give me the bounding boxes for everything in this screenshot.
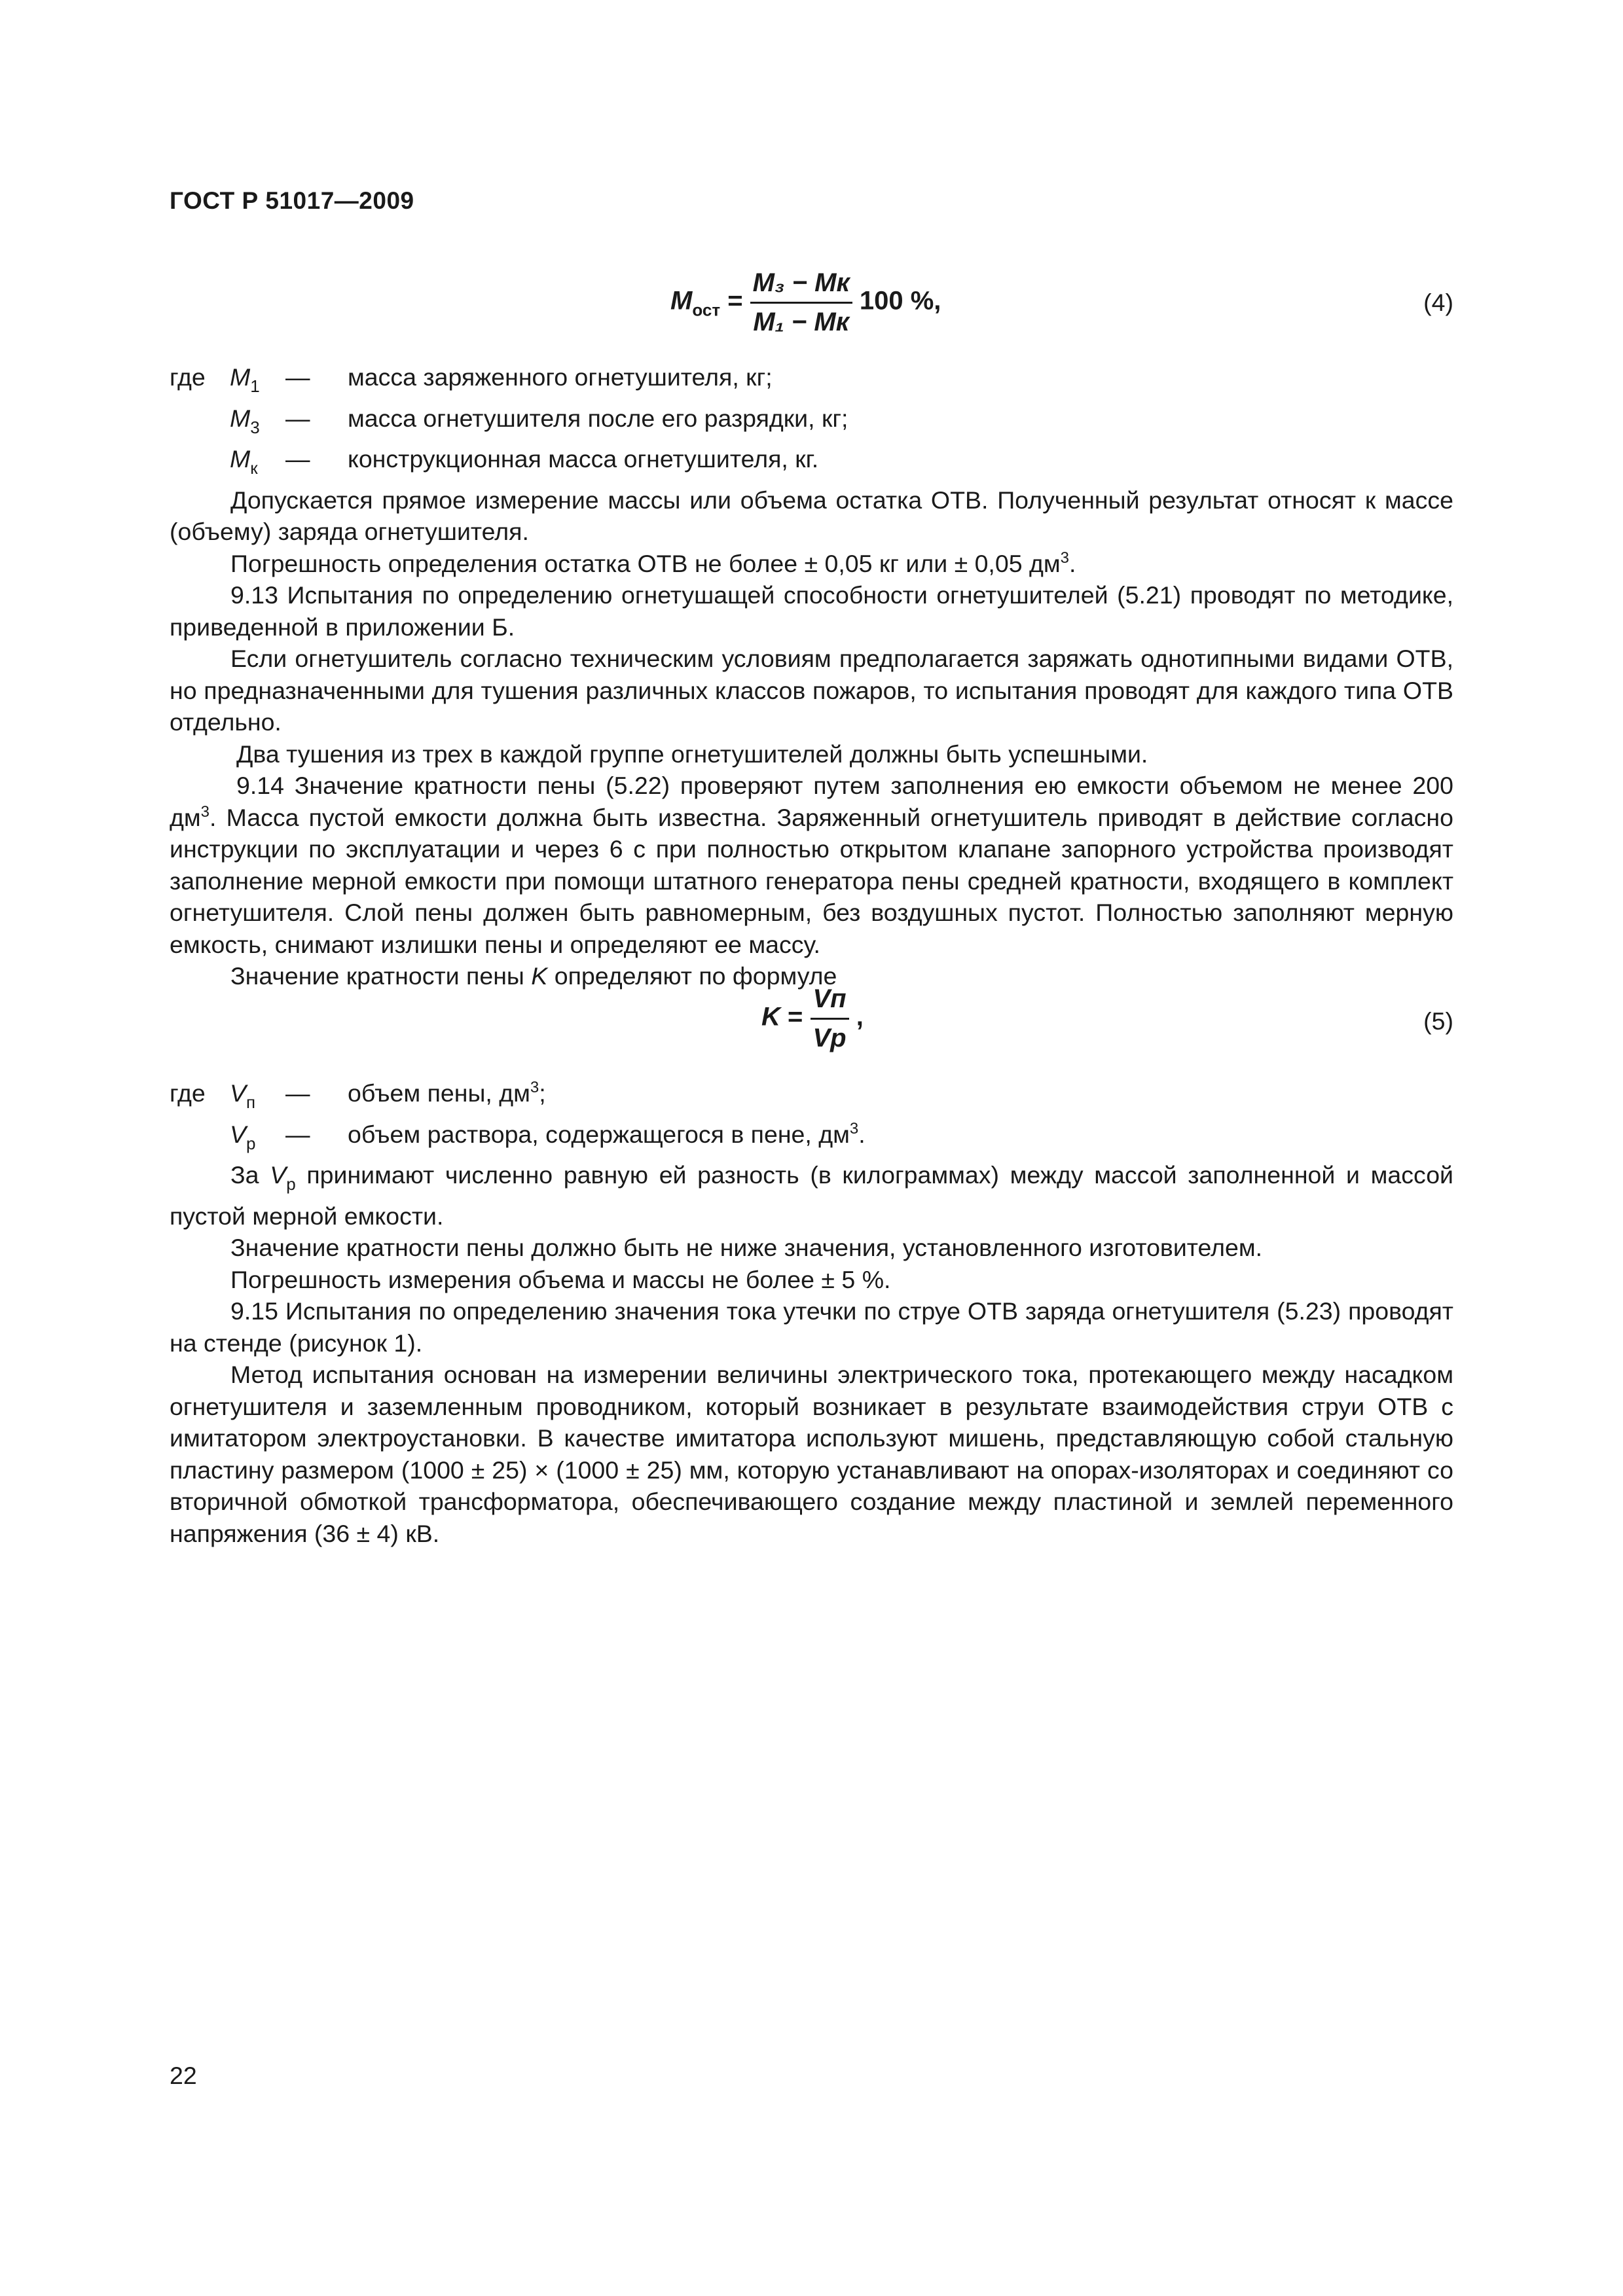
legend-prefix	[170, 1119, 230, 1160]
paragraph: Погрешность определения остатка ОТВ не более ± 0,05 кг или ± 0,05 $дм^3$.	[230, 548, 1076, 577]
paragraph: Погрешность измерения объема и массы не более ± 5 %.	[230, 1265, 891, 1293]
formula-5-expression: K = $\frac{Vп}{Vр}$ ,	[761, 983, 864, 1054]
section-9-15-text	[170, 1077, 1453, 1549]
legend-dash: —	[285, 363, 310, 391]
formula-5-numerator: Vп	[812, 984, 847, 1013]
legend-prefix	[170, 443, 230, 484]
formula-4	[170, 259, 1453, 357]
formula-4-number: (4)	[1423, 289, 1453, 316]
legend-variable: $M_1$	[230, 363, 260, 396]
legend-dash: —	[285, 445, 310, 473]
legend-dash: —	[285, 1120, 310, 1148]
formula-4-block	[170, 259, 1453, 357]
formula-5-lhs: K	[761, 1002, 780, 1031]
formula-5-legend	[170, 1077, 1453, 1159]
legend-text: конструкционная масса огнетушителя, кг.	[348, 445, 819, 473]
legend-variable: $V_р$	[230, 1120, 256, 1153]
paragraph: За $V_р$ принимают численно равную ей разность (в килограммах) между массой заполненной и массой пустой мерной емкости.	[170, 1161, 1453, 1230]
legend-text: масса огнетушителя после его разрядки, кг;	[348, 404, 848, 432]
legend-variable: $V_п$	[230, 1079, 256, 1112]
legend-text: объем раствора, содержащегося в пене, $дм^3$.	[348, 1119, 866, 1148]
formula-4-fraction	[750, 267, 852, 338]
legend-variable: $M_3$	[230, 404, 260, 437]
formula-5	[170, 979, 1453, 1084]
formula-4-numerator: M₃ − Mк	[752, 268, 850, 297]
legend-dash: —	[285, 404, 310, 432]
legend-variable: $M_к$	[230, 445, 258, 478]
formula-4-lhs-sub: ост	[692, 300, 721, 320]
legend-dash: —	[285, 1079, 310, 1107]
paragraph: Два тушения из трех в каждой группе огнетушителей должны быть успешными.	[236, 740, 1148, 768]
page-number: 22	[170, 2062, 197, 2089]
paragraph: Метод испытания основан на измерении величины электрического тока, протекающего между насадком огнетушителя и заземленным проводником, который возникает в результате взаимодействия струи ОТВ с имитатором электроустановки. В качестве имитатора используют мишень, представляющую собой стальную пластину размером (1000 ± 25) × (1000 ± 25) мм, которую устанавливают на опорах-изоляторах и соединяют со вторичной обмоткой трансформатора, обеспечивающего создание между пластиной и землей переменного напряжения (36 ± 4) кВ.	[170, 1361, 1453, 1547]
paragraph: Значение кратности пены должно быть не ниже значения, установленного изготовителем.	[230, 1234, 1263, 1261]
paragraph: Если огнетушитель согласно техническим условиям предполагается заряжать однотипными видами ОТВ, но предназначенными для тушения различных классов пожаров, то испытания проводят для каждого типа ОТВ отдельно.	[170, 645, 1453, 736]
clause-9-15: 9.15 Испытания по определению значения тока утечки по струе ОТВ заряда огнетушителя (5.23) проводят на стенде (рисунок 1).	[170, 1297, 1453, 1357]
legend-text: масса заряженного огнетушителя, кг;	[348, 363, 773, 391]
formula-4-expression: $M_{ост}$ = $\frac{\text{M₃ − Mк}}{\text{M₁ − Mк}}$ 100 %,	[670, 267, 941, 338]
clause-9-14: 9.14 Значение кратности пены (5.22) проверяют путем заполнения ею емкости объемом не менее 200 $дм^3$. Масса пустой емкости должна быть известна. Заряженный огнетушитель приводят в действие согласно инструкции по эксплуатации и через 6 с при полностью открытом клапане запорного устройства производят заполнение мерной емкости при помощи штатного генератора пены средней кратности, входящего в комплект огнетушителя. Слой пены должен быть равномерным, без воздушных пустот. Полностью заполняют мерную емкость, снимают излишки пены и определяют ее массу.	[170, 772, 1453, 958]
legend-prefix: где	[170, 1079, 206, 1107]
formula-5-tail: ,	[856, 1002, 864, 1031]
legend-prefix	[170, 403, 230, 444]
legend-prefix: где	[170, 363, 206, 391]
document-header: ГОСТ Р 51017—2009	[170, 187, 414, 214]
formula-5-fraction	[811, 983, 849, 1054]
paragraph: Значение кратности пены K определяют по формуле	[230, 962, 837, 990]
formula-5-denominator: Vр	[811, 1018, 849, 1054]
formula-4-legend	[170, 361, 1453, 484]
paragraph: Допускается прямое измерение массы или объема остатка ОТВ. Полученный результат относят к массе (объему) заряда огнетушителя.	[170, 486, 1453, 545]
clause-9-13: 9.13 Испытания по определению огнетушащей способности огнетушителей (5.21) проводят по методике, приведенной в приложении Б.	[170, 581, 1453, 641]
formula-4-tail: 100 %,	[859, 286, 941, 315]
formula-4-denominator: M₁ − Mк	[750, 302, 852, 338]
formula-5-number: (5)	[1423, 1007, 1453, 1035]
legend-text: объем пены, $дм^3$;	[348, 1079, 546, 1107]
formula-5-block	[170, 979, 1453, 1084]
section-9-12-text	[170, 361, 1453, 992]
formula-4-lhs: M	[670, 286, 693, 315]
